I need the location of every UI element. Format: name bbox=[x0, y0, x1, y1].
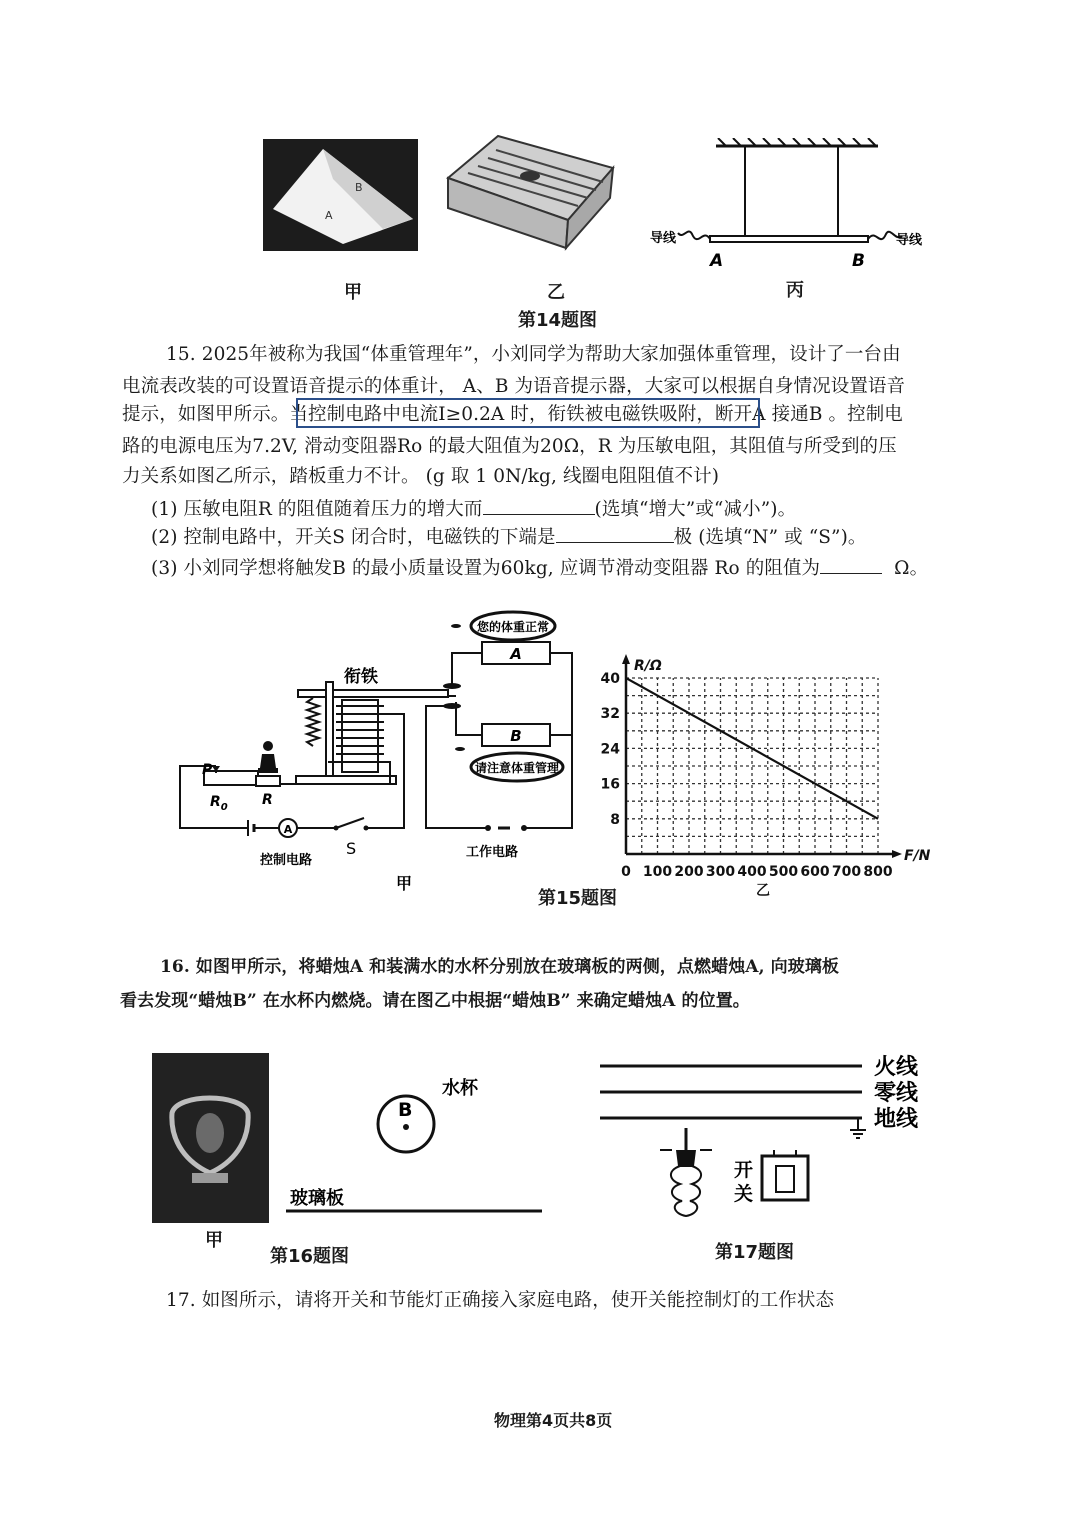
q14-figure-yi bbox=[438, 128, 618, 256]
armature-pivot-post bbox=[326, 682, 333, 782]
q16-label-jia: 甲 bbox=[205, 1230, 223, 1251]
label-a-small: A bbox=[325, 209, 333, 222]
brick-photo bbox=[438, 128, 618, 256]
work-circuit-label: 工作电路 bbox=[466, 845, 519, 860]
circuit-fig-label: 甲 bbox=[396, 874, 413, 893]
q14-figure-jia bbox=[263, 139, 418, 251]
x-tick-label: 800 bbox=[863, 864, 893, 880]
work-circuit-terminal bbox=[521, 825, 527, 831]
y-axis-arrow bbox=[622, 654, 630, 664]
energy-saving-lamp bbox=[660, 1128, 712, 1216]
spring bbox=[307, 698, 319, 746]
r0-label: $R_0$ bbox=[210, 794, 228, 813]
q14-label-jia: 甲 bbox=[344, 282, 362, 303]
switch-s-label: S bbox=[346, 839, 357, 858]
paper-photo bbox=[263, 139, 418, 251]
y-tick-label: 16 bbox=[600, 776, 620, 793]
answer-blank-3[interactable] bbox=[820, 555, 882, 574]
q16-caption: 第16题图 bbox=[270, 1246, 350, 1267]
q15-caption: 第15题图 bbox=[538, 888, 618, 909]
switch-label-top: 开 bbox=[734, 1159, 754, 1181]
y-tick-label: 40 bbox=[600, 671, 620, 687]
q15-line3-end: 断开A 接通B 。控制电 bbox=[714, 404, 903, 425]
x-tick-label: 600 bbox=[800, 864, 830, 880]
q15-sub3 bbox=[151, 555, 928, 580]
y-tick-label: 8 bbox=[610, 811, 620, 828]
q15-highlight-text: 当控制电路中电流I≥0.2A 时，衔铁被电磁铁吸附， bbox=[289, 404, 715, 425]
graph-fig-label: 乙 bbox=[756, 883, 770, 899]
q15-sub2-text: (2) 控制电路中，开关S 闭合时，电磁铁的下端是 bbox=[151, 527, 556, 548]
switch-label-bottom: 关 bbox=[734, 1183, 754, 1205]
wire-right-label: 导线 bbox=[896, 233, 923, 248]
cup-label: 水杯 bbox=[442, 1078, 478, 1099]
x-axis-arrow bbox=[892, 850, 902, 858]
q15-sub2 bbox=[151, 524, 867, 549]
q15-sub3-text: (3) 小刘同学想将触发B 的最小质量设置为60kg, 应调节滑动变阻器 Ro 的阻值为 bbox=[151, 558, 821, 579]
rod-end-a: A bbox=[710, 251, 724, 268]
q15-sub3-unit: Ω。 bbox=[894, 558, 929, 579]
q15-line3-start: 提示，如图甲所示。 bbox=[122, 404, 290, 425]
neutral-label: 零线 bbox=[874, 1081, 919, 1106]
q16-photo-jia bbox=[152, 1053, 269, 1223]
q15-sub1-text: (1) 压敏电阻R 的阻值随着压力的增大而 bbox=[151, 499, 483, 520]
x-tick-label: 400 bbox=[737, 864, 767, 880]
x-axis-label: F/N bbox=[904, 848, 931, 864]
q14-label-yi: 乙 bbox=[547, 282, 565, 303]
rod-end-b: B bbox=[852, 251, 865, 268]
candle-b-label: B bbox=[398, 1099, 413, 1121]
y-axis-label: R/Ω bbox=[634, 658, 662, 674]
q15-sub1-options: (选填“增大”或“减小”)。 bbox=[594, 499, 797, 520]
q15-circuit-diagram bbox=[176, 606, 586, 896]
x-tick-label: 100 bbox=[642, 864, 673, 880]
y-tick-label: 24 bbox=[600, 741, 620, 758]
q15-sub1 bbox=[151, 496, 796, 521]
x-tick-label: 300 bbox=[705, 864, 736, 880]
x-tick-label: 0 bbox=[621, 864, 631, 880]
q16-line2: 看去发现“蜡烛B” 在水杯内燃烧。请在图乙中根据“蜡烛B” 来确定蜡烛A 的位置。 bbox=[120, 991, 750, 1011]
box-a-label: A bbox=[510, 645, 522, 663]
x-tick-label: 500 bbox=[768, 864, 799, 880]
live-label: 火线 bbox=[874, 1055, 919, 1080]
contact-b bbox=[443, 703, 461, 709]
pressure-sensor-r bbox=[256, 776, 280, 786]
highlight-box bbox=[296, 398, 760, 428]
r-label: R bbox=[262, 792, 273, 808]
glass-label: 玻璃板 bbox=[290, 1188, 344, 1209]
armature-label: 衔铁 bbox=[344, 667, 378, 687]
person-icon bbox=[263, 741, 273, 751]
suspended-rod-diagram bbox=[648, 138, 938, 268]
answer-blank-1[interactable] bbox=[483, 496, 595, 515]
q17-line1: 17. 如图所示，请将开关和节能灯正确接入家庭电路，使开关能控制灯的工作状态 bbox=[166, 1290, 835, 1311]
q17-caption: 第17题图 bbox=[715, 1242, 795, 1263]
bubble-b-text: 请注意体重管理 bbox=[474, 761, 560, 775]
page-footer: 物理第4页共8页 bbox=[494, 1411, 613, 1430]
x-tick-label: 200 bbox=[674, 864, 704, 880]
x-tick-label: 700 bbox=[831, 864, 862, 880]
q15-line2: 电流表改装的可设置语音提示的体重计， A、B 为语音提示器，大家可以根据自身情况设置语音 bbox=[122, 376, 906, 397]
ground-symbol bbox=[850, 1118, 866, 1138]
ground-label: 地线 bbox=[874, 1107, 919, 1132]
q17-household-circuit bbox=[596, 1046, 936, 1226]
q14-label-bing: 丙 bbox=[786, 280, 804, 301]
answer-blank-2[interactable] bbox=[556, 524, 674, 543]
control-circuit-label: 控制电路 bbox=[260, 853, 313, 868]
bubble-a-text: 您的体重正常 bbox=[476, 620, 550, 634]
q15-line4: 路的电源电压为7.2V, 滑动变阻器Ro 的最大阻值为20Ω，R 为压敏电阻，其阻值与所受到的压 bbox=[122, 436, 897, 457]
y-tick-label: 32 bbox=[600, 706, 620, 723]
q15-line5: 力关系如图乙所示，踏板重力不计。 (g 取 1 0N/kg, 线圈电阻阻值不计) bbox=[122, 466, 720, 487]
label-b-small: B bbox=[355, 181, 363, 194]
armature-bar bbox=[298, 690, 448, 697]
q15-sub2-options: 极 (选填“N” 或 “S”)。 bbox=[673, 527, 867, 548]
candle-b-dot bbox=[403, 1124, 409, 1130]
ammeter-label: A bbox=[283, 823, 293, 836]
q15-line1: 15. 2025年被称为我国“体重管理年”，小刘同学为帮助大家加强体重管理，设计了一台由 bbox=[166, 344, 901, 365]
contact-a bbox=[443, 683, 461, 689]
q14-caption: 第14题图 bbox=[518, 310, 598, 331]
q14-figure-bing bbox=[648, 138, 938, 268]
wire-left-label: 导线 bbox=[650, 231, 677, 246]
q15-resistance-graph bbox=[596, 640, 946, 900]
slider-p-label: P bbox=[202, 762, 213, 778]
q16-cup-diagram bbox=[286, 1074, 546, 1218]
q16-line1: 16. 如图甲所示，将蜡烛A 和装满水的水杯分别放在玻璃板的两侧，点燃蜡烛A, 向玻璃板 bbox=[160, 957, 840, 977]
work-circuit-terminal bbox=[485, 825, 491, 831]
box-b-label: B bbox=[510, 727, 522, 745]
